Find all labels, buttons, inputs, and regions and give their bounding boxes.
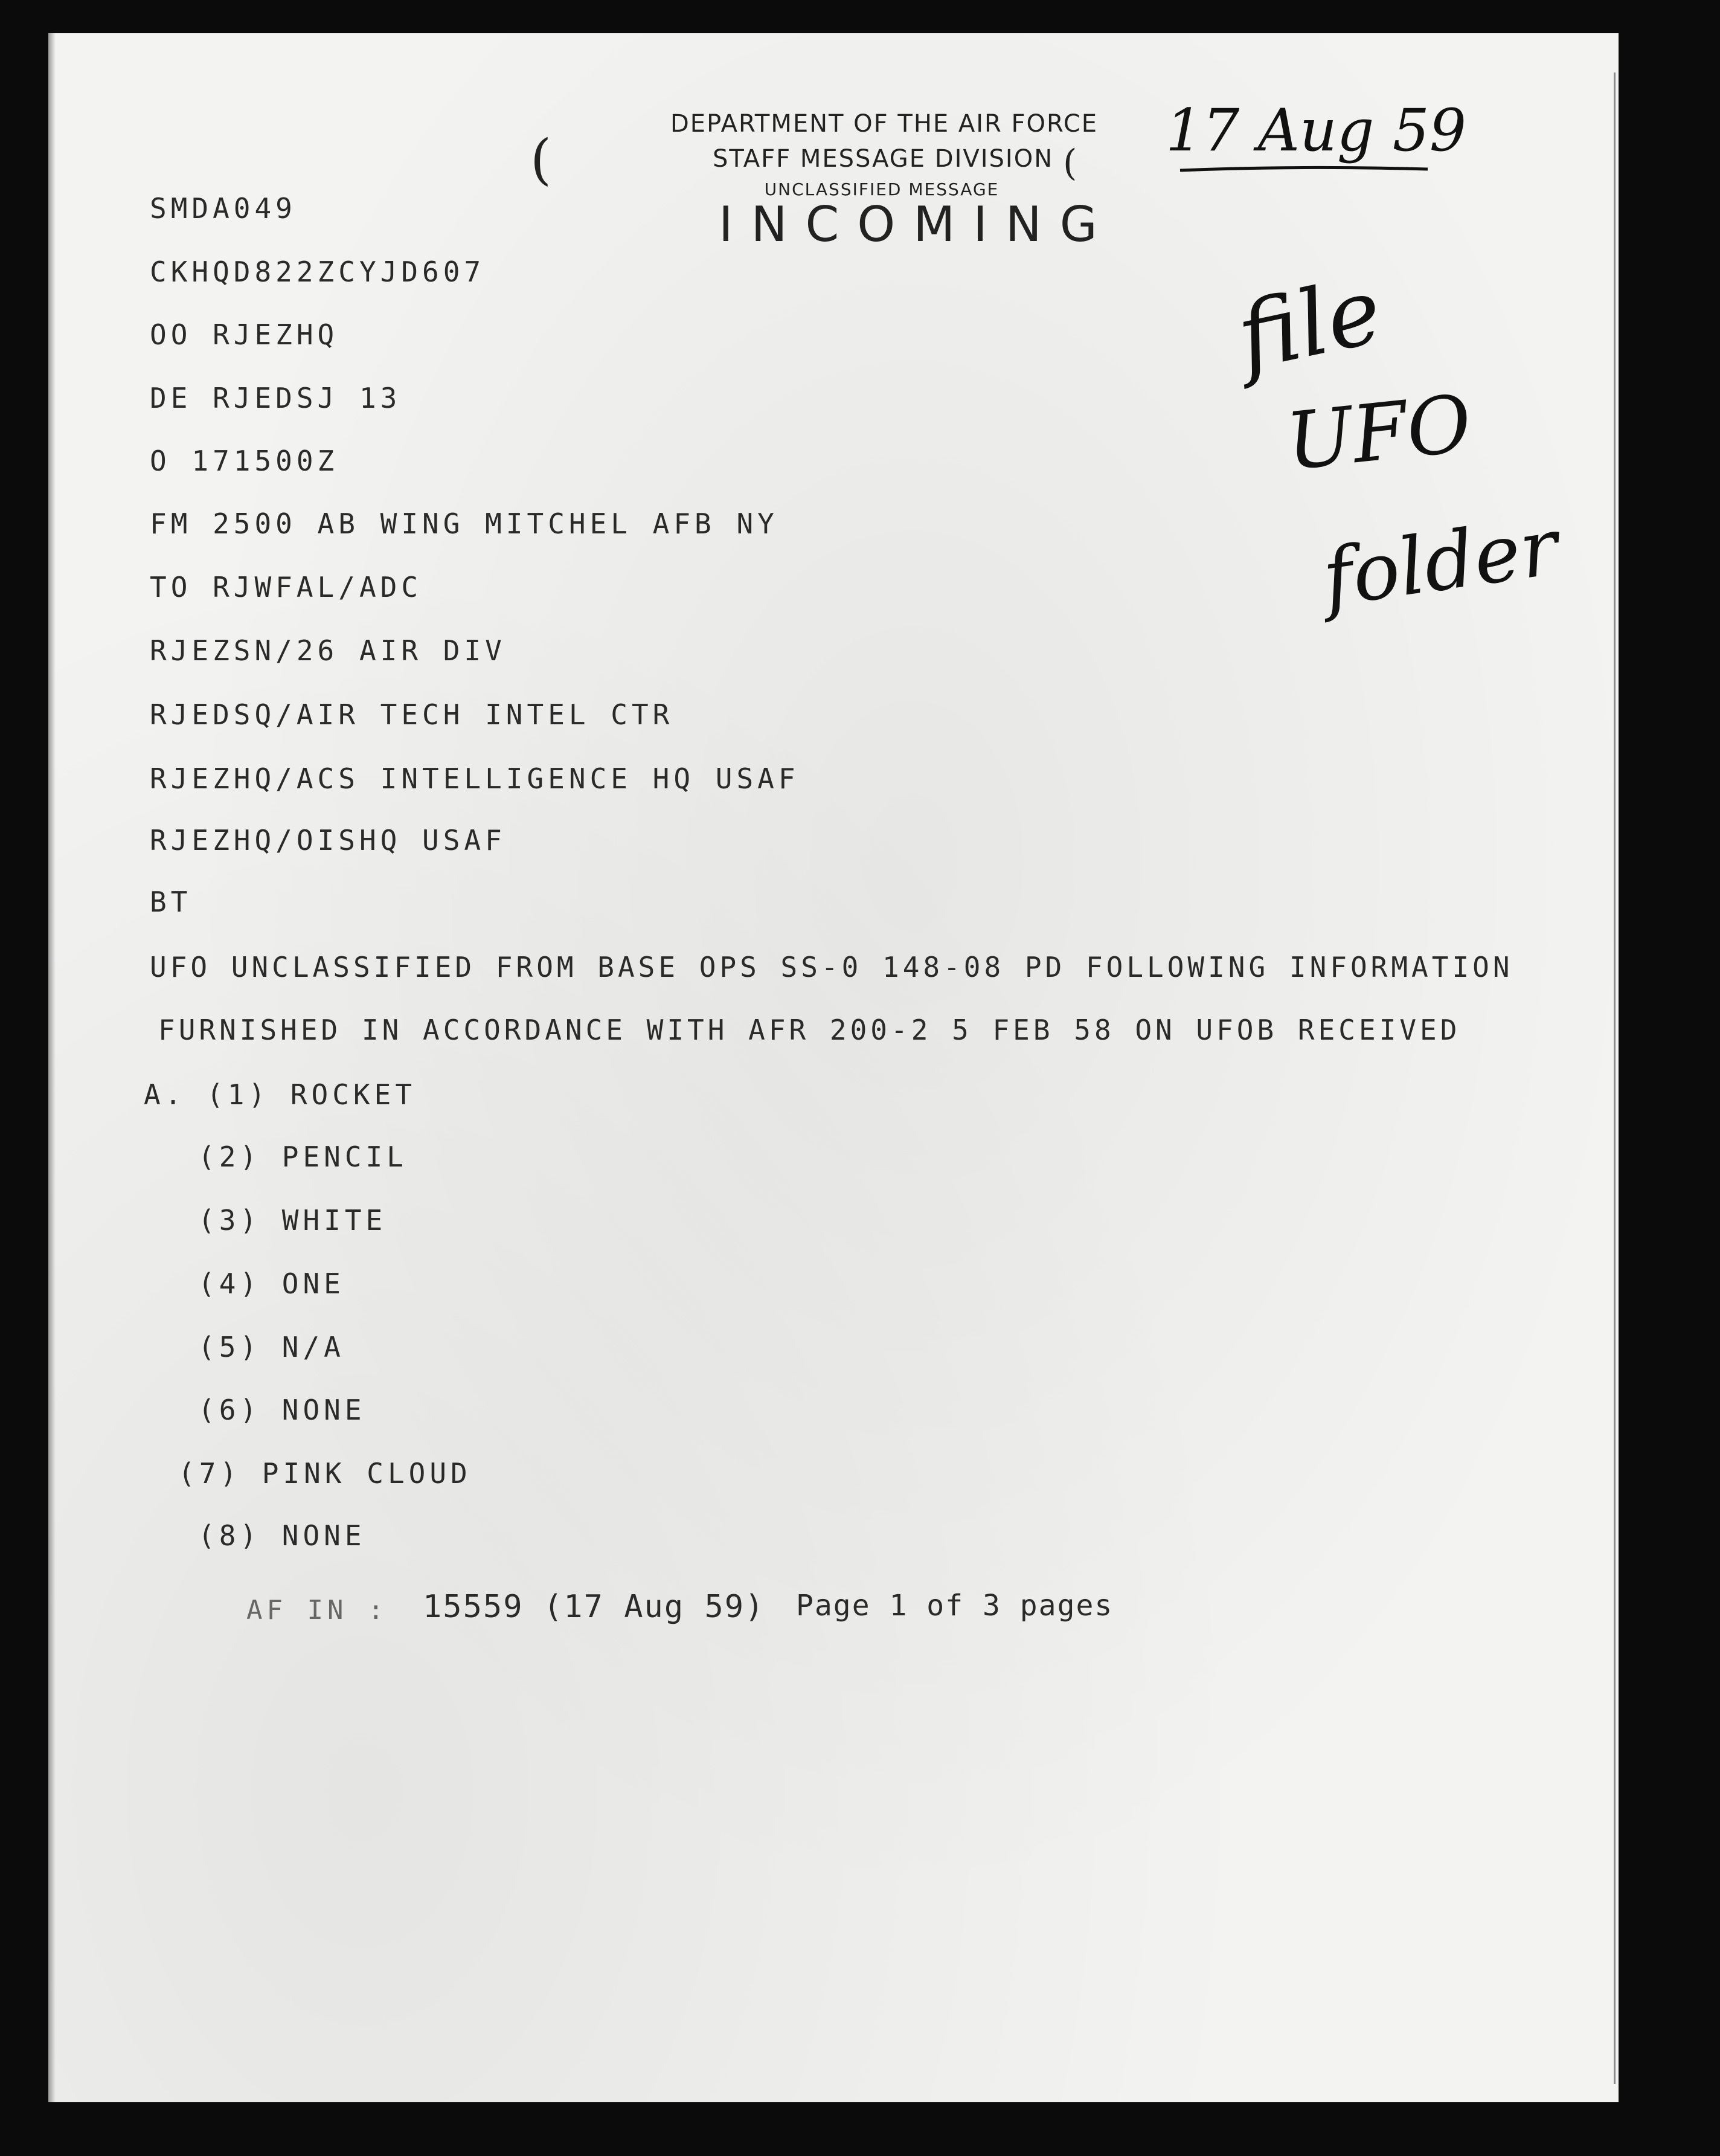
handwritten-date-underline bbox=[1178, 163, 1431, 175]
handwritten-note-file: file bbox=[1228, 258, 1391, 391]
routing-line: CKHQD822ZCYJD607 bbox=[150, 256, 486, 288]
af-in-date: (17 Aug 59) bbox=[544, 1589, 765, 1625]
list-item: (3) WHITE bbox=[198, 1204, 387, 1237]
from-line: FM 2500 AB WING MITCHEL AFB NY bbox=[150, 507, 778, 540]
paren-mark-left: ( bbox=[530, 128, 552, 191]
list-item: (7) PINK CLOUD bbox=[178, 1457, 472, 1490]
routing-line: DE RJEDSJ 13 bbox=[150, 382, 402, 414]
af-in-number: 15559 bbox=[423, 1589, 524, 1625]
incoming-heading: INCOMING bbox=[719, 196, 1115, 253]
break-line: BT bbox=[150, 886, 192, 918]
handwritten-note-folder: folder bbox=[1317, 500, 1564, 625]
list-item: (6) NONE bbox=[198, 1394, 366, 1426]
routing-line: OO RJEZHQ bbox=[150, 318, 339, 351]
list-item: (2) PENCIL bbox=[198, 1141, 408, 1173]
addressee-line: RJEZHQ/OISHQ USAF bbox=[150, 824, 506, 857]
handwritten-note-ufo: UFO bbox=[1282, 377, 1476, 488]
department-heading: DEPARTMENT OF THE AIR FORCE bbox=[670, 110, 1099, 138]
division-heading: STAFF MESSAGE DIVISION bbox=[713, 145, 1054, 173]
sheet-shadow-edge bbox=[48, 33, 56, 2102]
date-time-group: O 171500Z bbox=[150, 445, 339, 477]
message-id: SMDA049 bbox=[150, 192, 297, 225]
sheet-right-edge bbox=[1614, 72, 1616, 2084]
addressee-line: RJEZSN/26 AIR DIV bbox=[150, 634, 506, 667]
to-line: TO RJWFAL/ADC bbox=[150, 571, 423, 603]
list-item: A. (1) ROCKET bbox=[144, 1078, 417, 1111]
handwritten-date: 17 Aug 59 bbox=[1166, 97, 1466, 164]
af-in-label: AF IN : bbox=[246, 1595, 388, 1626]
list-item: (5) N/A bbox=[198, 1331, 345, 1363]
paren-mark-right: ( bbox=[1063, 142, 1077, 184]
addressee-line: RJEDSQ/AIR TECH INTEL CTR bbox=[150, 698, 674, 731]
list-item: (8) NONE bbox=[198, 1519, 366, 1552]
classification-heading: UNCLASSIFIED MESSAGE bbox=[764, 179, 1000, 199]
body-line: UFO UNCLASSIFIED FROM BASE OPS SS-0 148-08 PD FOLLOWING INFORMATION bbox=[150, 951, 1513, 983]
page-indicator: Page 1 of 3 pages bbox=[796, 1589, 1114, 1623]
list-item: (4) ONE bbox=[198, 1267, 345, 1300]
addressee-line: RJEZHQ/ACS INTELLIGENCE HQ USAF bbox=[150, 762, 800, 795]
body-line: FURNISHED IN ACCORDANCE WITH AFR 200-2 5 FEB 58 ON UFOB RECEIVED bbox=[158, 1014, 1461, 1046]
